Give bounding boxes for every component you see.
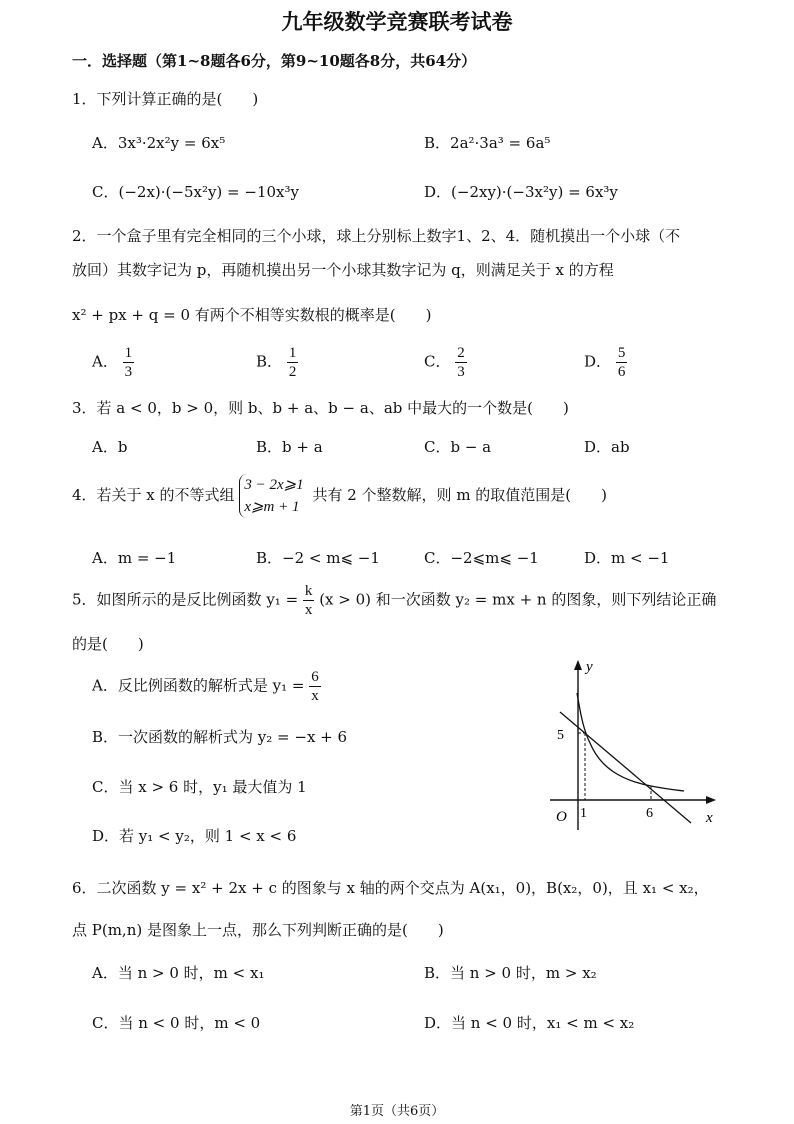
option-label: B． — [256, 352, 283, 371]
y-axis-label: y — [586, 659, 593, 675]
option-fraction: $\frac{1}{3}$ — [124, 345, 133, 380]
question-1-option-d[interactable]: D．(−2xy)·(−3x²y) = 6x³y — [424, 183, 618, 201]
question-5-line-1 — [72, 582, 716, 619]
option-fraction: $\frac{5}{6}$ — [617, 345, 626, 380]
question-5-option-a[interactable] — [92, 668, 321, 705]
page-footer: 第1页（共6页） — [349, 1104, 445, 1119]
question-1-option-b[interactable]: B．2a²·3a³ = 6a⁵ — [424, 134, 551, 152]
x-axis-arrow-icon — [706, 796, 716, 804]
origin-label: O — [556, 809, 567, 825]
question-2-line-2: 放回）其数字记为 p，再随机摸出另一个小球其数字记为 q，则满足关于 x 的方程 — [72, 261, 614, 279]
question-4-option-a[interactable]: A．m = −1 — [92, 549, 177, 567]
question-6-option-a[interactable]: A．当 n > 0 时，m < x₁ — [92, 964, 265, 982]
question-4-stem-before: 4．若关于 x 的不等式组 — [72, 486, 235, 504]
question-6-option-d[interactable]: D．当 n < 0 时，x₁ < m < x₂ — [424, 1014, 635, 1032]
question-6-line-2: 点 P(m,n) 是图象上一点，那么下列判断正确的是( ) — [72, 921, 444, 939]
tick-label-5: 5 — [557, 728, 564, 743]
option-fraction: $\frac{2}{3}$ — [457, 345, 465, 380]
question-5-stem-after: (x > 0) 和一次函数 y₂ = mx + n 的图象，则下列结论正确 — [319, 590, 717, 609]
tick-label-1: 1 — [580, 806, 587, 821]
hyperbola-curve — [577, 693, 684, 791]
option-label: C． — [424, 352, 451, 371]
question-4-stem — [72, 474, 607, 518]
question-6-option-b[interactable]: B．当 n > 0 时，m > x₂ — [424, 964, 597, 982]
y-axis-arrow-icon — [574, 660, 582, 670]
option-text: A．反比例函数的解析式是 y₁ = — [92, 676, 305, 695]
question-5-option-d[interactable]: D．若 y₁ < y₂，则 1 < x < 6 — [92, 827, 297, 845]
option-fraction: $\frac{6}{x}$ — [311, 669, 319, 704]
question-2-option-a[interactable] — [92, 344, 134, 381]
question-1-stem: 1．下列计算正确的是( ) — [72, 90, 259, 108]
question-4-option-b[interactable]: B．−2 < m⩽ −1 — [256, 549, 380, 567]
question-2-line-3: x² + px + q = 0 有两个不相等实数根的概率是( ) — [72, 306, 432, 324]
inequality-2: x⩾m + 1 — [244, 499, 300, 515]
question-1-option-c[interactable]: C．(−2x)·(−5x²y) = −10x³y — [92, 183, 299, 201]
section-heading: 一．选择题（第1~8题各6分，第9~10题各8分，共64分） — [72, 52, 477, 70]
question-4-option-d[interactable]: D．m < −1 — [584, 549, 670, 567]
question-5-fraction: $\frac{k}{x}$ — [304, 583, 313, 618]
question-2-line-1: 2．一个盒子里有完全相同的三个小球，球上分别标上数字1、2、4．随机摸出一个小球（不 — [72, 227, 681, 245]
question-1-option-a[interactable]: A．3x³·2x²y = 6x⁵ — [92, 134, 226, 152]
question-4-option-c[interactable]: C．−2⩽m⩽ −1 — [424, 549, 539, 567]
function-graph — [548, 655, 728, 835]
question-5-line-2: 的是( ) — [72, 635, 144, 653]
question-6-option-c[interactable]: C．当 n < 0 时，m < 0 — [92, 1014, 261, 1032]
question-3-option-c[interactable]: C．b − a — [424, 438, 492, 456]
inequality-1: 3 − 2x⩾1 — [244, 477, 304, 493]
question-2-option-c[interactable] — [424, 344, 467, 381]
page-title: 九年级数学竞赛联考试卷 — [281, 9, 513, 34]
question-3-option-d[interactable]: D．ab — [584, 438, 630, 456]
question-5-stem-before: 5．如图所示的是反比例函数 y₁ = — [72, 590, 299, 609]
x-axis-label: x — [706, 810, 713, 826]
question-3-stem: 3．若 a < 0，b > 0，则 b、b + a、b − a、ab 中最大的一个数是( ) — [72, 399, 569, 417]
tick-label-6: 6 — [646, 806, 653, 821]
option-fraction: $\frac{1}{2}$ — [288, 345, 297, 380]
option-label: D． — [584, 352, 612, 371]
option-label: A． — [92, 352, 118, 371]
question-4-stem-after: 共有 2 个整数解，则 m 的取值范围是( ) — [312, 486, 608, 504]
question-2-option-b[interactable] — [256, 344, 298, 381]
question-5-option-c[interactable]: C．当 x > 6 时，y₁ 最大值为 1 — [92, 778, 307, 796]
question-5-option-b[interactable]: B．一次函数的解析式为 y₂ = −x + 6 — [92, 728, 348, 746]
question-3-option-a[interactable]: A．b — [92, 438, 128, 456]
question-6-line-1: 6．二次函数 y = x² + 2x + c 的图象与 x 轴的两个交点为 A(x₁，0)，B(x₂，0)，且 x₁ < x₂， — [72, 879, 709, 897]
inequality-system — [239, 474, 307, 518]
question-2-option-d[interactable] — [584, 344, 627, 381]
question-3-option-b[interactable]: B．b + a — [256, 438, 323, 456]
